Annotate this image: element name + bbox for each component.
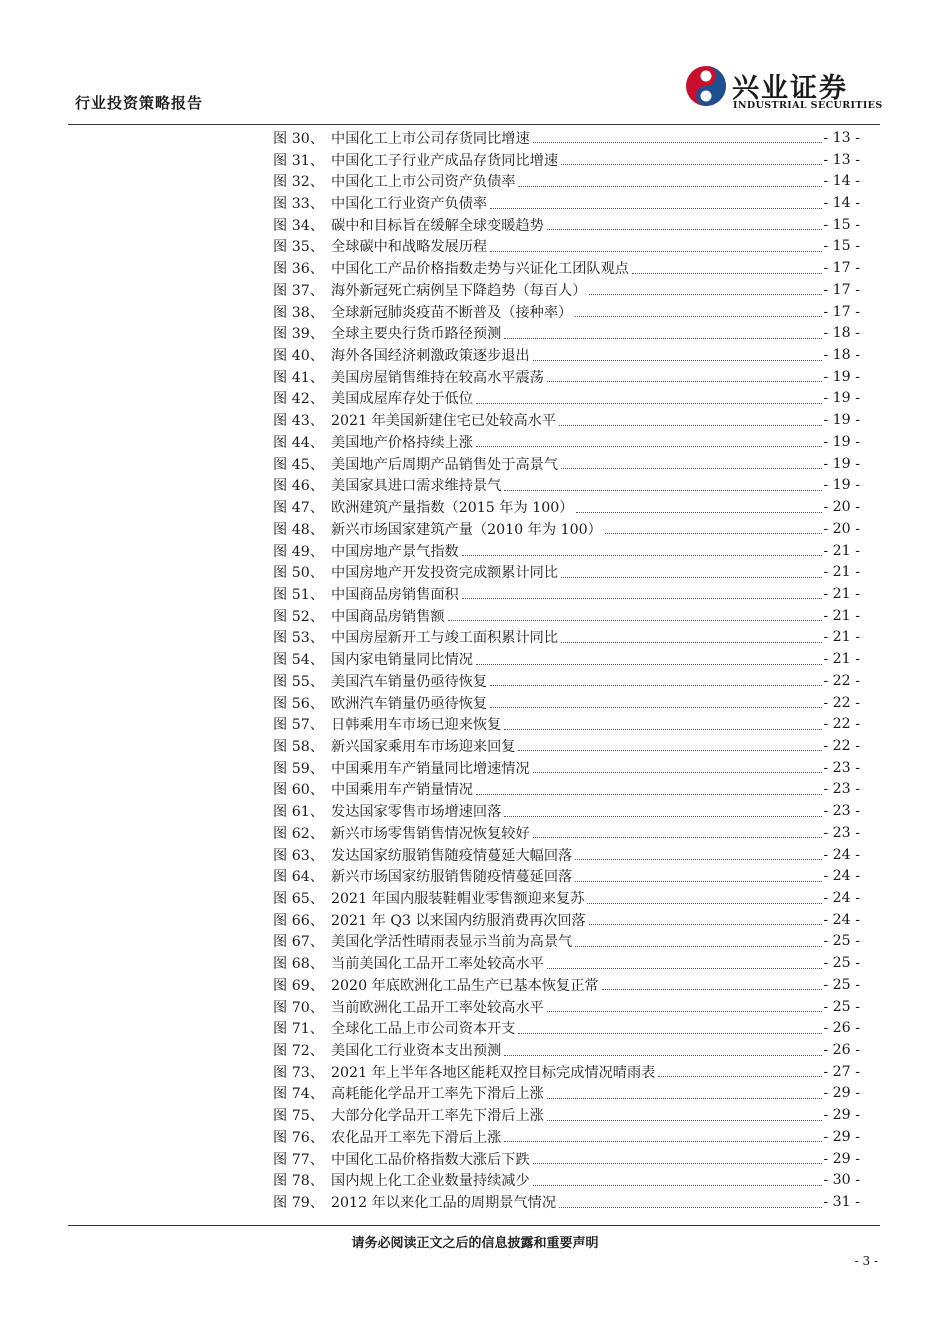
figure-index-list [273,127,860,1213]
toc-entry[interactable] [273,800,860,822]
figure-number: 图 68、 [273,956,324,973]
figure-title: 中国乘用车产销量同比增速情况 [331,760,530,777]
toc-entry[interactable] [273,561,860,583]
figure-title: 2021 年国内服装鞋帽业零售额迎来复苏 [331,891,585,908]
toc-entry[interactable] [273,257,860,279]
header-divider [68,124,880,125]
figure-page-number: - 23 - [823,803,860,820]
figure-number: 图 66、 [273,912,324,929]
figure-number: 图 56、 [273,695,324,712]
figure-title: 欧洲建筑产量指数（2015 年为 100） [331,500,574,517]
figure-title: 中国化工上市公司资产负债率 [331,174,516,191]
toc-entry[interactable] [273,670,860,692]
figure-page-number: - 22 - [823,672,860,689]
logo-chinese-name: 兴业证券 [732,73,848,104]
figure-title: 全球主要央行货币路径预测 [331,326,502,343]
dot-leader [476,446,822,447]
figure-number: 图 37、 [273,282,324,299]
figure-page-number: - 21 - [823,542,860,559]
toc-entry[interactable] [273,583,860,605]
figure-title: 欧洲汽车销量仍亟待恢复 [331,695,488,712]
figure-title: 中国化工子行业产成品存货同比增速 [331,152,559,169]
figure-page-number: - 25 - [823,976,860,993]
figure-number: 图 71、 [273,1021,324,1038]
toc-entry[interactable] [273,1148,860,1170]
figure-title: 全球化工品上市公司资本开支 [331,1021,516,1038]
figure-number: 图 69、 [273,977,324,994]
dot-leader [561,642,822,643]
figure-number: 图 51、 [273,586,324,603]
figure-page-number: - 24 - [823,911,860,928]
dot-leader [504,1141,822,1142]
figure-page-number: - 21 - [823,607,860,624]
figure-title: 美国家具进口需求维持景气 [331,478,502,495]
figure-number: 图 64、 [273,869,324,886]
figure-page-number: - 20 - [823,499,860,516]
figure-title: 2021 年 Q3 以来国内纺服消费再次回落 [331,912,586,929]
dot-leader [547,1098,823,1099]
figure-title: 中国商品房销售面积 [331,586,459,603]
figure-number: 图 31、 [273,152,324,169]
dot-leader [576,512,822,513]
toc-entry[interactable] [273,779,860,801]
figure-title: 发达国家零售市场增速回落 [331,804,502,821]
figure-number: 图 46、 [273,478,324,495]
dot-leader [518,186,822,187]
figure-page-number: - 31 - [823,1194,860,1211]
figure-page-number: - 19 - [823,433,860,450]
figure-number: 图 49、 [273,543,324,560]
figure-number: 图 45、 [273,456,324,473]
figure-number: 图 30、 [273,130,324,147]
figure-number: 图 74、 [273,1086,324,1103]
figure-page-number: - 20 - [823,520,860,537]
toc-entry[interactable] [273,301,860,323]
logo-english-name: INDUSTRIAL SECURITIES [733,100,883,111]
figure-number: 图 76、 [273,1129,324,1146]
figure-title: 美国化工行业资本支出预测 [331,1043,502,1060]
figure-title: 2021 年上半年各地区能耗双控目标完成情况晴雨表 [331,1064,656,1081]
figure-number: 图 38、 [273,304,324,321]
toc-entry[interactable] [273,431,860,453]
toc-entry[interactable] [273,692,860,714]
toc-entry[interactable] [273,279,860,301]
figure-page-number: - 19 - [823,368,860,385]
figure-page-number: - 21 - [823,585,860,602]
toc-entry[interactable] [273,1061,860,1083]
dot-leader [589,924,823,925]
figure-title: 当前欧洲化工品开工率处较高水平 [331,999,544,1016]
figure-number: 图 73、 [273,1064,324,1081]
figure-page-number: - 25 - [823,998,860,1015]
toc-entry[interactable] [273,909,860,931]
toc-entry[interactable] [273,627,860,649]
figure-title: 全球碳中和战略发展历程 [331,239,488,256]
figure-title: 美国成屋库存处于低位 [331,391,473,408]
toc-entry[interactable] [273,735,860,757]
figure-title: 高耗能化学品开工率先下滑后上涨 [331,1086,544,1103]
toc-entry[interactable] [273,409,860,431]
dot-leader [448,620,823,621]
figure-page-number: - 13 - [823,129,860,146]
figure-number: 图 39、 [273,326,324,343]
figure-page-number: - 22 - [823,737,860,754]
figure-page-number: - 15 - [823,216,860,233]
toc-entry[interactable] [273,496,860,518]
dot-leader [575,316,822,317]
toc-entry[interactable] [273,518,860,540]
dot-leader [518,1033,822,1034]
figure-title: 新兴市场零售销售情况恢复较好 [331,825,530,842]
figure-title: 中国房地产开发投资完成额累计同比 [331,565,559,582]
figure-title: 全球新冠肺炎疫苗不断普及（接种率） [331,304,573,321]
dot-leader [547,229,823,230]
toc-entry[interactable] [273,214,860,236]
dot-leader [533,1163,823,1164]
figure-title: 新兴市场国家纺服销售随疫情蔓延回落 [331,869,573,886]
figure-number: 图 54、 [273,652,324,669]
toc-entry[interactable] [273,127,860,149]
figure-title: 中国商品房销售额 [331,608,445,625]
dot-leader [476,664,822,665]
figure-number: 图 62、 [273,825,324,842]
figure-page-number: - 22 - [823,694,860,711]
figure-title: 海外各国经济刺激政策逐步退出 [331,348,530,365]
figure-page-number: - 14 - [823,173,860,190]
figure-title: 中国化工产品价格指数走势与兴证化工团队观点 [331,261,629,278]
figure-number: 图 61、 [273,804,324,821]
figure-number: 图 42、 [273,391,324,408]
logo-emblem-icon [684,64,728,108]
dot-leader [504,816,822,817]
dot-leader [462,598,823,599]
toc-entry[interactable] [273,540,860,562]
dot-leader [575,859,822,860]
figure-title: 美国房屋销售维持在较高水平震荡 [331,369,544,386]
toc-entry[interactable] [273,996,860,1018]
dot-leader [559,1207,822,1208]
toc-entry[interactable] [273,974,860,996]
figure-number: 图 50、 [273,565,324,582]
dot-leader [559,425,822,426]
figure-title: 碳中和目标旨在缓解全球变暖趋势 [331,217,544,234]
figure-page-number: - 29 - [823,1107,860,1124]
figure-title: 中国乘用车产销量情况 [331,782,473,799]
dot-leader [605,533,822,534]
dot-leader [504,490,822,491]
toc-entry[interactable] [273,236,860,258]
toc-entry[interactable] [273,757,860,779]
figure-title: 农化品开工率先下滑后上涨 [331,1129,502,1146]
figure-number: 图 35、 [273,239,324,256]
dot-leader [504,338,822,339]
toc-entry[interactable] [273,475,860,497]
toc-entry[interactable] [273,1039,860,1061]
dot-leader [533,772,823,773]
figure-title: 发达国家纺服销售随疫情蔓延大幅回落 [331,847,573,864]
figure-title: 中国化工上市公司存货同比增速 [331,130,530,147]
figure-title: 中国化工行业资产负债率 [331,196,488,213]
figure-page-number: - 23 - [823,759,860,776]
figure-title: 中国化工品价格指数大涨后下跌 [331,1151,530,1168]
company-logo [684,64,883,116]
toc-entry[interactable] [273,1017,860,1039]
dot-leader [658,1076,822,1077]
toc-entry[interactable] [273,322,860,344]
figure-number: 图 34、 [273,217,324,234]
figure-number: 图 72、 [273,1043,324,1060]
figure-number: 图 70、 [273,999,324,1016]
figure-page-number: - 19 - [823,412,860,429]
figure-number: 图 79、 [273,1195,324,1212]
figure-number: 图 78、 [273,1173,324,1190]
figure-title: 国内家电销量同比情况 [331,652,473,669]
figure-page-number: - 18 - [823,325,860,342]
figure-title: 2012 年以来化工品的周期景气情况 [331,1195,557,1212]
figure-page-number: - 29 - [823,1150,860,1167]
figure-page-number: - 21 - [823,629,860,646]
toc-entry[interactable] [273,344,860,366]
figure-page-number: - 19 - [823,477,860,494]
toc-entry[interactable] [273,1170,860,1192]
figure-number: 图 59、 [273,760,324,777]
figure-title: 中国房屋新开工与竣工面积累计同比 [331,630,559,647]
figure-number: 图 57、 [273,717,324,734]
page-number: - 3 - [854,1254,878,1268]
dot-leader [504,1055,822,1056]
figure-page-number: - 29 - [823,1128,860,1145]
dot-leader [587,903,822,904]
figure-number: 图 32、 [273,174,324,191]
toc-entry[interactable] [273,648,860,670]
figure-title: 当前美国化工品开工率处较高水平 [331,956,544,973]
figure-number: 图 67、 [273,934,324,951]
figure-title: 美国地产后周期产品销售处于高景气 [331,456,559,473]
dot-leader [533,1185,823,1186]
figure-number: 图 60、 [273,782,324,799]
toc-entry[interactable] [273,1083,860,1105]
toc-entry[interactable] [273,865,860,887]
figure-page-number: - 17 - [823,260,860,277]
figure-number: 图 47、 [273,500,324,517]
figure-number: 图 75、 [273,1108,324,1125]
toc-entry[interactable] [273,822,860,844]
dot-leader [476,403,822,404]
figure-number: 图 55、 [273,673,324,690]
figure-title: 新兴市场国家建筑产量（2010 年为 100） [331,521,602,538]
figure-page-number: - 25 - [823,955,860,972]
dot-leader [632,273,822,274]
figure-title: 美国化学活性晴雨表显示当前为高景气 [331,934,573,951]
figure-number: 图 40、 [273,348,324,365]
figure-number: 图 63、 [273,847,324,864]
dot-leader [547,968,823,969]
toc-entry[interactable] [273,1104,860,1126]
dot-leader [561,468,822,469]
toc-entry[interactable] [273,1191,860,1213]
figure-page-number: - 19 - [823,390,860,407]
figure-title: 美国地产价格持续上涨 [331,434,473,451]
figure-number: 图 53、 [273,630,324,647]
figure-page-number: - 24 - [823,846,860,863]
dot-leader [533,837,823,838]
figure-number: 图 33、 [273,196,324,213]
figure-page-number: - 17 - [823,303,860,320]
dot-leader [490,707,822,708]
figure-page-number: - 23 - [823,824,860,841]
dot-leader [462,555,823,556]
figure-title: 日韩乘用车市场已迎来恢复 [331,717,502,734]
dot-leader [547,381,823,382]
figure-page-number: - 24 - [823,868,860,885]
toc-entry[interactable] [273,887,860,909]
figure-page-number: - 14 - [823,195,860,212]
dot-leader [490,685,822,686]
figure-number: 图 36、 [273,261,324,278]
figure-number: 图 77、 [273,1151,324,1168]
disclaimer-notice: 请务必阅读正文之后的信息披露和重要声明 [351,1236,599,1251]
dot-leader [547,1011,823,1012]
dot-leader [561,164,822,165]
dot-leader [518,750,822,751]
toc-entry[interactable] [273,931,860,953]
figure-page-number: - 15 - [823,238,860,255]
figure-page-number: - 30 - [823,1172,860,1189]
dot-leader [547,1120,823,1121]
toc-entry[interactable] [273,170,860,192]
dot-leader [575,881,822,882]
dot-leader [561,577,822,578]
figure-title: 新兴国家乘用车市场迎来回复 [331,738,516,755]
figure-page-number: - 18 - [823,347,860,364]
dot-leader [602,989,823,990]
figure-number: 图 43、 [273,413,324,430]
dot-leader [490,208,822,209]
figure-title: 国内规上化工企业数量持续减少 [331,1173,530,1190]
figure-page-number: - 26 - [823,1020,860,1037]
toc-entry[interactable] [273,149,860,171]
dot-leader [589,294,822,295]
figure-page-number: - 29 - [823,1085,860,1102]
figure-number: 图 48、 [273,521,324,538]
figure-title: 大部分化学品开工率先下滑后上涨 [331,1108,544,1125]
figure-title: 海外新冠死亡病例呈下降趋势（每百人） [331,282,587,299]
figure-number: 图 44、 [273,434,324,451]
toc-entry[interactable] [273,1126,860,1148]
figure-title: 美国汽车销量仍亟待恢复 [331,673,488,690]
toc-entry[interactable] [273,192,860,214]
toc-entry[interactable] [273,605,860,627]
figure-page-number: - 19 - [823,455,860,472]
toc-entry[interactable] [273,388,860,410]
dot-leader [533,360,823,361]
figure-title: 2020 年底欧洲化工品生产已基本恢复正常 [331,977,599,994]
figure-page-number: - 23 - [823,781,860,798]
figure-page-number: - 17 - [823,281,860,298]
toc-entry[interactable] [273,366,860,388]
figure-page-number: - 21 - [823,564,860,581]
figure-page-number: - 13 - [823,151,860,168]
report-type-title: 行业投资策略报告 [75,94,204,112]
toc-entry[interactable] [273,713,860,735]
figure-page-number: - 26 - [823,1042,860,1059]
figure-title: 中国房地产景气指数 [331,543,459,560]
figure-title: 2021 年美国新建住宅已处较高水平 [331,413,557,430]
figure-page-number: - 27 - [823,1063,860,1080]
figure-page-number: - 22 - [823,716,860,733]
dot-leader [504,729,822,730]
toc-entry[interactable] [273,453,860,475]
dot-leader [490,251,822,252]
figure-page-number: - 24 - [823,890,860,907]
figure-page-number: - 21 - [823,651,860,668]
toc-entry[interactable] [273,844,860,866]
figure-page-number: - 25 - [823,933,860,950]
figure-number: 图 41、 [273,369,324,386]
dot-leader [533,142,823,143]
toc-entry[interactable] [273,952,860,974]
figure-number: 图 52、 [273,608,324,625]
dot-leader [476,794,822,795]
dot-leader [575,946,822,947]
figure-number: 图 65、 [273,891,324,908]
figure-number: 图 58、 [273,738,324,755]
footer-divider [68,1225,880,1226]
